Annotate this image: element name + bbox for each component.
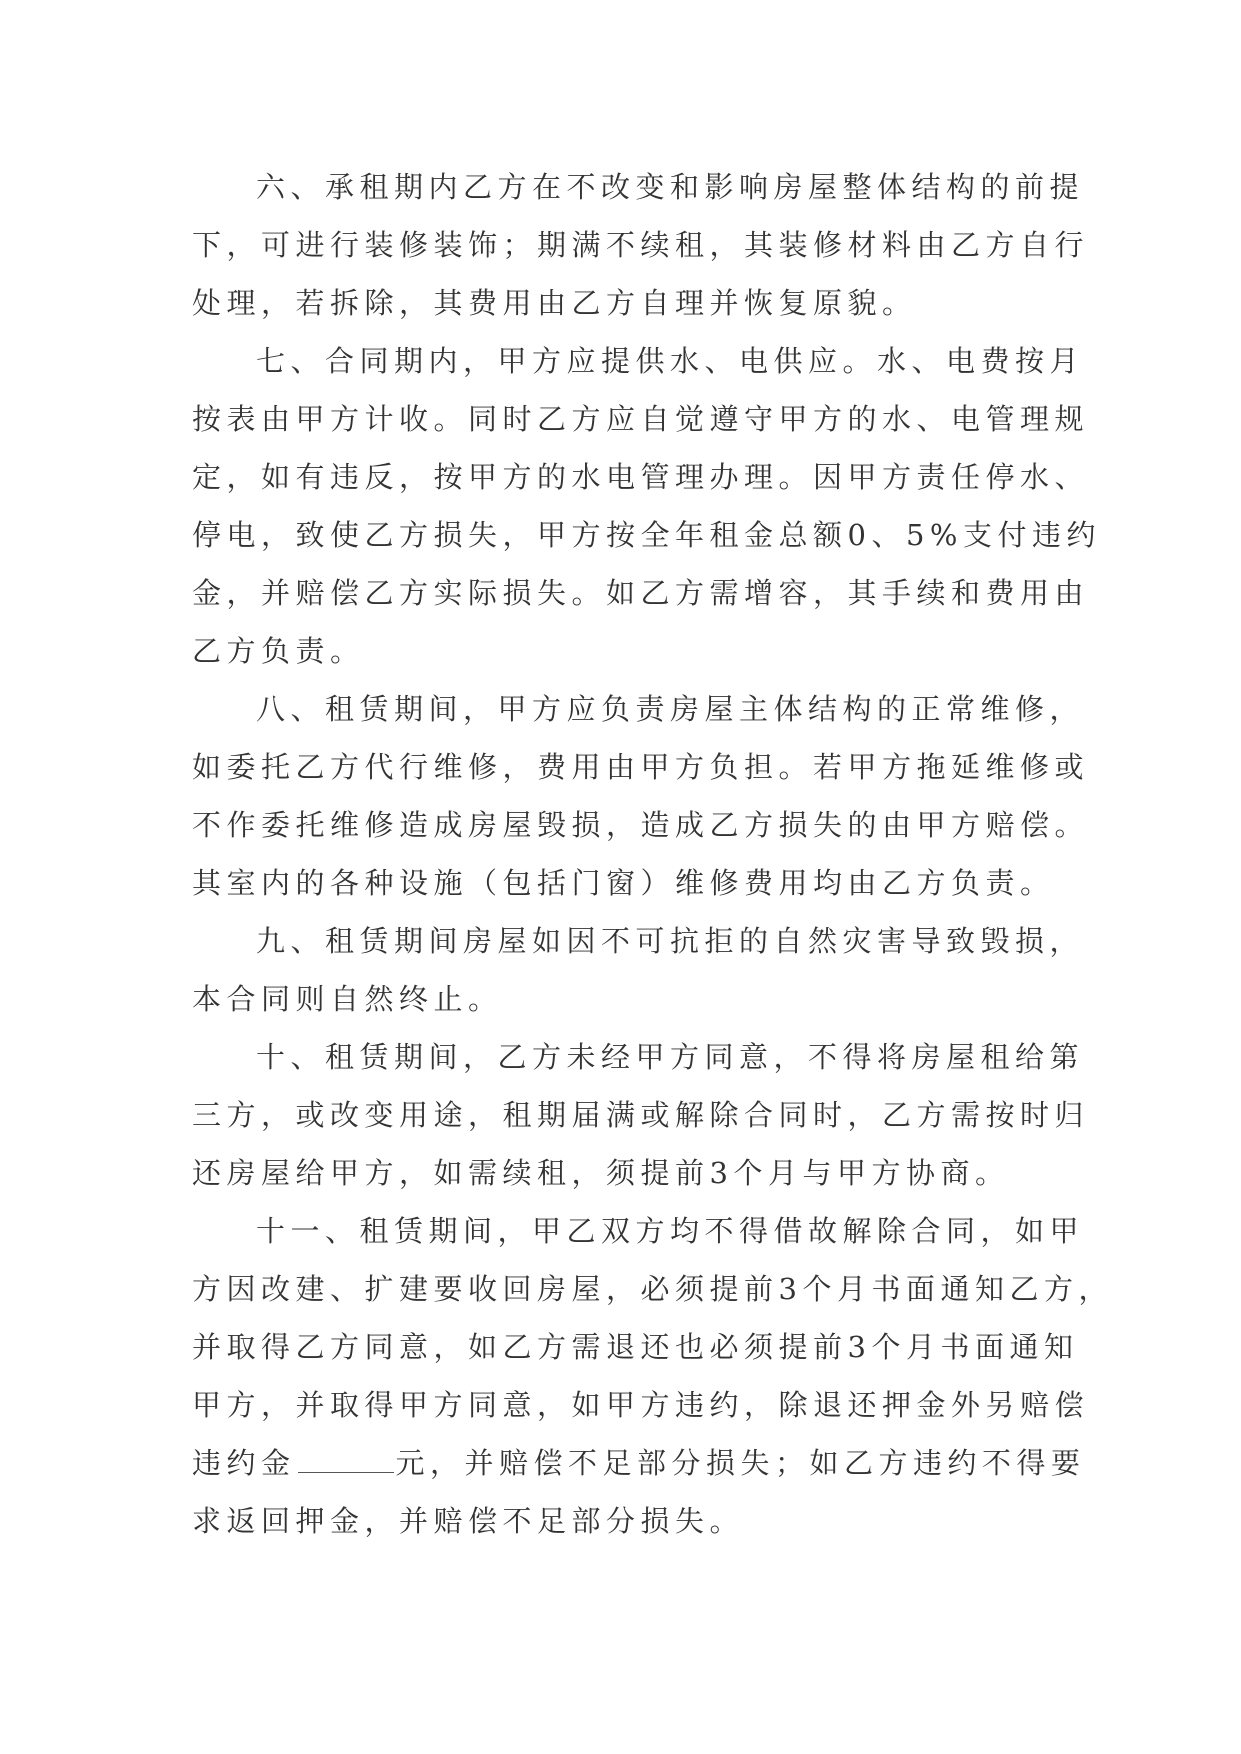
paragraph-line: 七、合同期内，甲方应提供水、电供应。水、电费按月: [256, 344, 1085, 378]
fill-in-blank: [298, 1442, 394, 1473]
paragraph-line: 停电，致使乙方损失，甲方按全年租金总额0、5%支付违约: [192, 518, 1101, 552]
paragraph-line: 八、租赁期间，甲方应负责房屋主体结构的正常维修，: [256, 692, 1085, 726]
paragraph-11: [192, 1202, 1113, 1550]
paragraph-line: 十、租赁期间，乙方未经甲方同意，不得将房屋租给第: [256, 1040, 1085, 1074]
paragraph-line: 六、承租期内乙方在不改变和影响房屋整体结构的前提: [256, 170, 1085, 204]
paragraph-line: 还房屋给甲方，如需续租，须提前3个月与甲方协商。: [192, 1156, 1010, 1190]
paragraph-line: 并取得乙方同意，如乙方需退还也必须提前3个月书面通知: [192, 1330, 1079, 1364]
paragraph-line: 求返回押金，并赔偿不足部分损失。: [192, 1504, 745, 1538]
paragraph-line-with-blank: [192, 1434, 1086, 1492]
paragraph-line: 处理，若拆除，其费用由乙方自理并恢复原貌。: [192, 286, 917, 320]
paragraph-line: 下，可进行装修装饰；期满不续租，其装修材料由乙方自行: [192, 228, 1090, 262]
paragraph-8: [192, 680, 1090, 912]
paragraph-line: 金，并赔偿乙方实际损失。如乙方需增容，其手续和费用由: [192, 576, 1090, 610]
blank-suffix-text: 元，并赔偿不足部分损失；如乙方违约不得要: [395, 1446, 1086, 1480]
blank-prefix-text: 违约金: [192, 1446, 296, 1480]
paragraph-line: 乙方负责。: [192, 634, 365, 668]
paragraph-line: 九、租赁期间房屋如因不可抗拒的自然灾害导致毁损，: [256, 924, 1085, 958]
paragraph-line: 如委托乙方代行维修，费用由甲方负担。若甲方拖延维修或: [192, 750, 1090, 784]
paragraph-line: 甲方，并取得甲方同意，如甲方违约，除退还押金外另赔偿: [192, 1388, 1090, 1422]
paragraph-9: [192, 912, 1085, 1028]
paragraph-10: [192, 1028, 1090, 1202]
paragraph-6: [192, 158, 1090, 332]
paragraph-line: 方因改建、扩建要收回房屋，必须提前3个月书面通知乙方，: [192, 1272, 1113, 1306]
paragraph-7: [192, 332, 1101, 680]
paragraph-line: 本合同则自然终止。: [192, 982, 503, 1016]
paragraph-line: 三方，或改变用途，租期届满或解除合同时，乙方需按时归: [192, 1098, 1090, 1132]
document-body: [192, 158, 1113, 1550]
paragraph-line: 不作委托维修造成房屋毁损，造成乙方损失的由甲方赔偿。: [192, 808, 1090, 842]
paragraph-line: 按表由甲方计收。同时乙方应自觉遵守甲方的水、电管理规: [192, 402, 1090, 436]
paragraph-line: 其室内的各种设施（包括门窗）维修费用均由乙方负责。: [192, 866, 1055, 900]
paragraph-line: 定，如有违反，按甲方的水电管理办理。因甲方责任停水、: [192, 460, 1090, 494]
paragraph-line: 十一、租赁期间，甲乙双方均不得借故解除合同，如甲: [256, 1214, 1085, 1248]
